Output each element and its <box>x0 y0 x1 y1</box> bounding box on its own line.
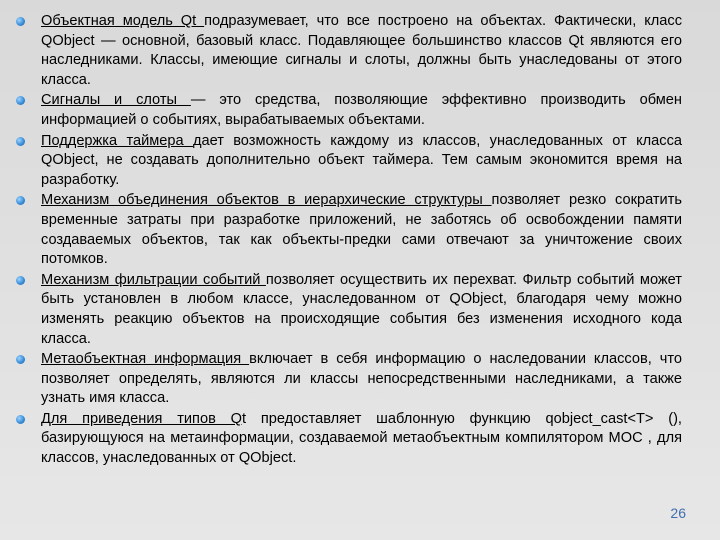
bullet-term: Метаобъектная информация <box>41 351 250 368</box>
bullet-object-model <box>14 12 682 90</box>
bullet-term: Механизм объединения объектов в иерархические структуры <box>41 192 492 209</box>
bullet-dot-icon <box>16 415 25 424</box>
bullet-dot-icon <box>16 276 25 285</box>
bullet-term: Сигналы и слоты <box>41 92 191 109</box>
bullet-signals-slots <box>14 91 682 130</box>
bullet-dot-icon <box>16 96 25 105</box>
bullet-text: дает возможность каждому из классов, унаследованных от класса QObject, не создавать дополнительно объект таймера. Тем самым экономится время на разработку. <box>41 132 682 188</box>
page-number: 26 <box>670 505 686 521</box>
bullet-dot-icon <box>16 17 25 26</box>
bullet-type-casting <box>14 410 682 469</box>
slide-content <box>14 12 682 470</box>
bullet-dot-icon <box>16 355 25 364</box>
bullet-text: включает в себя информацию о наследовании классов, что позволяет определять, являются ли классы непосредственными наследниками, а также узнать имя класса. <box>41 351 682 407</box>
bullet-text: подразумевает, что все построено на объектах. Фактически, класс QObject — основной, базовый класс. Подавляющее большинство классов Qt являются его наследниками. Классы, имеющие сигналы и слоты, должны быть унаследованы от этого класса. <box>41 13 682 88</box>
bullet-object-hierarchy <box>14 191 682 269</box>
bullet-text: позволяет резко сократить временные затраты при разработке приложений, не заботясь об освобождении памяти создаваемых объектов, так как объекты-предки сами отвечают за уничтожение своих потомков. <box>41 192 682 268</box>
bullet-term: Поддержка таймера <box>41 132 193 149</box>
bullet-dot-icon <box>16 137 25 146</box>
bullet-text: — это средства, позволяющие эффективно производить обмен информацией о событиях, вырабатываемых объектами. <box>41 92 682 128</box>
bullet-term: Объектная модель Qt <box>41 13 205 29</box>
bullet-event-filter <box>14 271 682 349</box>
bullet-text: t предоставляет шаблонную функцию qobject_cast<T> (), базирующуюся на метаинформации, создаваемой метаобъектным компилятором MOC , для классов, унаследованных от QObject. <box>41 410 682 467</box>
bullet-term: Для приведения типов Q <box>41 410 242 427</box>
bullet-text: позволяет осуществить их перехват. Фильтр событий может быть установлен в любом классе, унаследованном от QObject, благодаря чему можно изменять реакцию объектов на происходящие события без изменения исходного кода класса. <box>41 271 682 347</box>
bullet-timer-support <box>14 132 682 191</box>
bullet-term: Механизм фильтрации событий <box>41 271 266 288</box>
bullet-dot-icon <box>16 196 25 205</box>
bullet-meta-info <box>14 350 682 409</box>
